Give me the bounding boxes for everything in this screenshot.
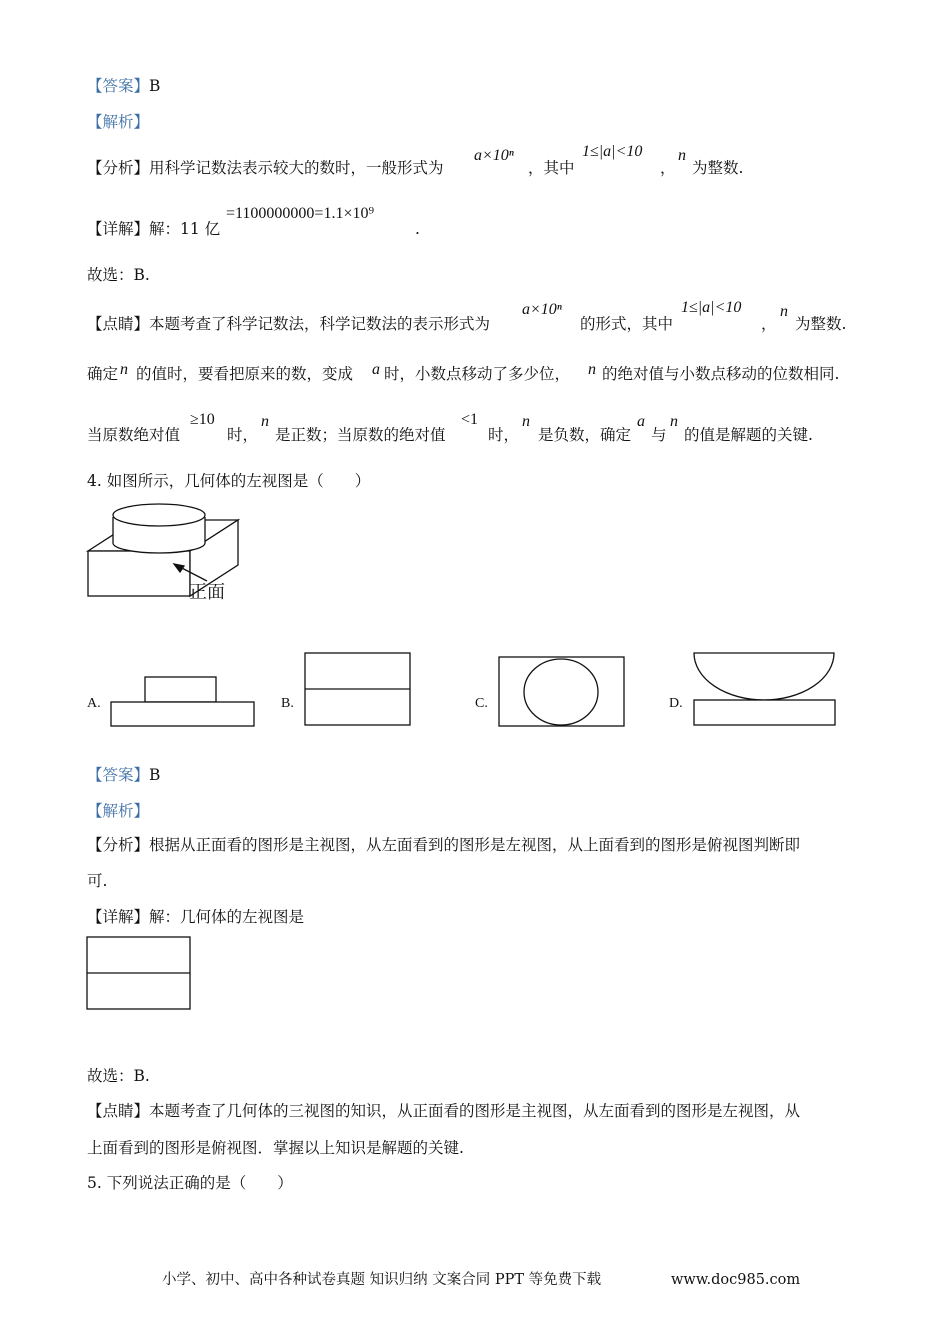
math-n: n (678, 147, 686, 164)
footer-url[interactable]: www.doc985.com (671, 1272, 801, 1288)
q3-fenxi-text: 【分析】用科学记数法表示较大的数时，一般形式为 (87, 159, 444, 177)
option-b-label: B. (281, 696, 294, 711)
q4-answer-line (87, 765, 160, 785)
q3-dianjing-line1: 【点睛】本题考查了科学记数法，科学记数法的表示形式为 (87, 315, 491, 333)
answer-tag: 【答案】 (87, 766, 150, 784)
dianjing-tag: 【点睛】 (87, 315, 150, 333)
figure-label-front: 正面 (189, 582, 225, 603)
q3-answer-line (87, 76, 160, 96)
option-b-figure (304, 652, 412, 728)
q4-dianjing-line1: 【点睛】本题考查了几何体的三视图的知识，从正面看的图形是主视图，从左面看到的图形是左视图，从 (87, 1102, 801, 1120)
q4-guxuan: 故选：B. (87, 1067, 150, 1085)
answer-tag: 【答案】 (87, 77, 150, 95)
math-sci-notation: a×10ⁿ (474, 147, 514, 164)
q4-solid-figure (80, 495, 260, 615)
option-c-figure (498, 656, 626, 728)
answer-value: B (149, 77, 161, 95)
footer-text: 小学、初中、高中各种试卷真题 知识归纳 文案合同 PPT 等免费下载 (162, 1272, 602, 1288)
q4-question: 4. 如图所示，几何体的左视图是（ ） (87, 472, 371, 490)
xiangjie-tag: 【详解】 (87, 220, 150, 238)
q3-xiangjie: 【详解】解：11 亿 (87, 220, 221, 238)
option-d-figure (692, 650, 838, 728)
q4-analysis-tag: 【解析】 (87, 802, 150, 820)
q4-fenxi-line1: 【分析】根据从正面看的图形是主视图，从左面看到的图形是左视图，从上面看到的图形是俯视图判断即 (87, 836, 801, 854)
answer-left-view-figure (86, 936, 192, 1012)
q3-analysis-tag: 【解析】 (87, 113, 150, 131)
option-a-figure (110, 676, 256, 728)
q4-fenxi-line2: 可. (87, 872, 108, 890)
q5-question: 5. 下列说法正确的是（ ） (87, 1174, 293, 1192)
option-d-label: D. (669, 696, 683, 711)
option-c-label: C. (475, 696, 488, 711)
fenxi-tag: 【分析】 (87, 836, 150, 854)
q4-xiangjie: 【详解】解：几何体的左视图是 (87, 908, 305, 926)
math-result: =1100000000=1.1×10⁹ (226, 205, 375, 222)
answer-value: B (149, 766, 161, 784)
math-a-range: 1≤|a|<10 (582, 143, 643, 160)
fenxi-tag: 【分析】 (87, 159, 150, 177)
dianjing-tag: 【点睛】 (87, 1102, 150, 1120)
q4-dianjing-line2: 上面看到的图形是俯视图．掌握以上知识是解题的关键. (87, 1139, 464, 1157)
xiangjie-tag: 【详解】 (87, 908, 150, 926)
option-a-label: A. (87, 696, 101, 711)
q3-guxuan: 故选：B. (87, 266, 150, 284)
